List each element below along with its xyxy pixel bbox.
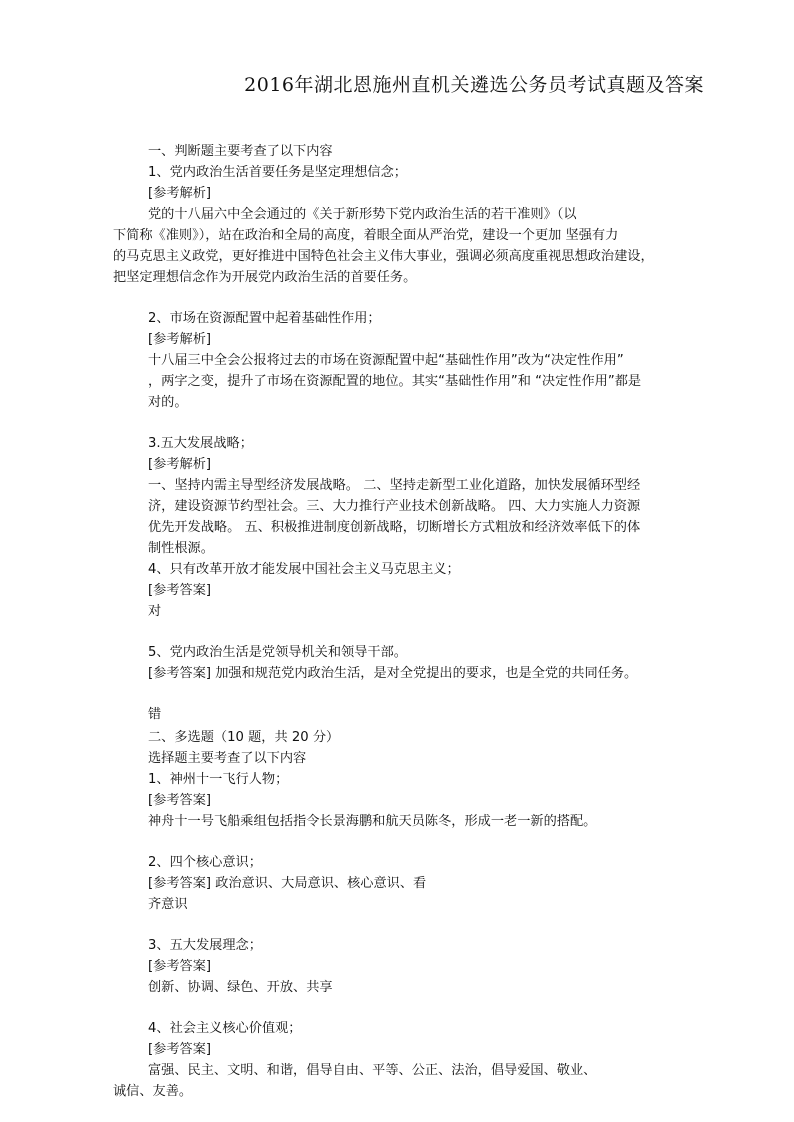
- question-line: 2、四个核心意识；: [148, 855, 262, 870]
- paragraph-line: 的马克思主义政党，更好推进中国特色社会主义伟大事业，强调必须高度重视思想政治建设，: [113, 249, 654, 264]
- document-title: 2016年湖北恩施州直机关遴选公务员考试真题及答案: [244, 74, 704, 96]
- answer-tag: [参考答案]: [148, 959, 212, 974]
- question-line: 1、神州十一飞行人物；: [148, 772, 289, 787]
- answer-line: [参考答案] 加强和规范党内政治生活，是对全党提出的要求，也是全党的共同任务。: [148, 666, 638, 681]
- question-line: 4、社会主义核心价值观；: [148, 1021, 302, 1036]
- paragraph-line: ，两字之变，提升了市场在资源配置的地位。其实“基础性作用”和 “决定性作用”都是: [148, 374, 642, 389]
- paragraph-line: 党的十八届六中全会通过的《关于新形势下党内政治生活的若干准则》（以: [148, 207, 577, 222]
- paragraph-line: 济，建设资源节约型社会。三、大力推行产业技术创新战略。 四、大力实施人力资源: [148, 499, 641, 514]
- answer-tag: [参考解析]: [148, 457, 212, 472]
- paragraph-line: 一、坚持内需主导型经济发展战略。 二、坚持走新型工业化道路，加快发展循环型经: [148, 478, 641, 493]
- answer-line: 齐意识: [148, 897, 188, 912]
- section-heading: 一、判断题主要考查了以下内容: [148, 144, 333, 159]
- answer-tag: [参考解析]: [148, 186, 212, 201]
- answer-value: 错: [148, 707, 162, 722]
- paragraph-line: 对的。: [148, 395, 188, 410]
- answer-line: [参考答案] 政治意识、大局意识、核心意识、看: [148, 876, 427, 891]
- answer-tag: [参考解析]: [148, 332, 212, 347]
- answer-value: 诚信、友善。: [113, 1084, 193, 1099]
- question-line: 2、市场在资源配置中起着基础性作用；: [148, 311, 381, 326]
- answer-value: 对: [148, 604, 162, 619]
- question-line: 3、五大发展理念；: [148, 938, 262, 953]
- question-line: 3.五大发展战略；: [148, 436, 253, 451]
- paragraph-line: 下简称《准则》），站在政治和全局的高度，着眼全面从严治党，建设一个更加 坚强有力: [113, 228, 619, 243]
- section-heading: 二、多选题（10 题，共 20 分）: [148, 730, 340, 745]
- answer-value: 神舟十一号飞船乘组包括指令长景海鹏和航天员陈冬，形成一老一新的搭配。: [148, 814, 597, 829]
- paragraph-line: 优先开发战略。 五、积极推进制度创新战略，切断增长方式粗放和经济效率低下的体: [148, 520, 641, 535]
- question-line: 5、党内政治生活是党领导机关和领导干部。: [148, 645, 407, 660]
- answer-tag: [参考答案]: [148, 793, 212, 808]
- answer-tag: [参考答案]: [148, 1042, 212, 1057]
- paragraph-line: 把坚定理想信念作为开展党内政治生活的首要任务。: [113, 270, 417, 285]
- answer-value: 富强、民主、文明、和谐，倡导自由、平等、公正、法治，倡导爱国、敬业、: [148, 1063, 597, 1078]
- answer-tag: [参考答案]: [148, 583, 212, 598]
- question-line: 1、党内政治生活首要任务是坚定理想信念；: [148, 165, 407, 180]
- answer-value: 创新、协调、绿色、开放、共享: [148, 980, 333, 995]
- paragraph-line: 制性根源。: [148, 541, 214, 556]
- paragraph-line: 十八届三中全会公报将过去的市场在资源配置中起“基础性作用”改为“决定性作用”: [148, 353, 624, 368]
- question-line: 4、只有改革开放才能发展中国社会主义马克思主义；: [148, 562, 460, 577]
- paragraph-line: 选择题主要考查了以下内容: [148, 751, 307, 766]
